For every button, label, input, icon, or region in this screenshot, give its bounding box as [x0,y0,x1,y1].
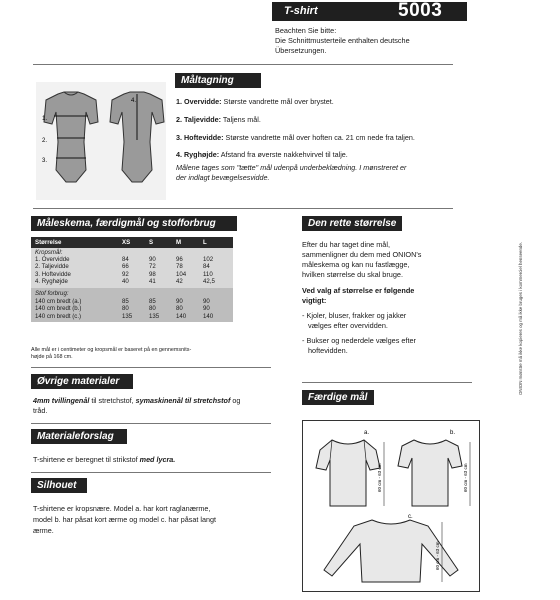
section-heading-materialeforslag: Materialeforslag [31,429,127,444]
copyright-note: ONION mønstre må ikke kopieres og må ikke bruges i kommerciel henseende. [518,242,523,395]
fabric-consumption [31,288,233,322]
table-subheader: Stof forbrug: [35,289,69,297]
garment-label-c: c. [408,514,413,520]
table-cell: 4. Ryghøjde [35,278,68,286]
table-row [31,278,233,286]
measure-text: Taljens mål. [222,114,261,124]
body-measure-figure [36,82,166,200]
column-header: XS [122,239,131,246]
text-line: måleskema og kan nu fastlægge, [302,260,410,269]
table-cell: 80 [149,305,156,313]
table-cell: 98 [149,270,156,278]
pattern-number: 5003 [398,0,443,21]
table-header [31,237,233,248]
footnote-line: højde på 168 cm. [31,354,73,360]
column-header: L [203,239,207,246]
section-heading-maaleskema: Måleskema, færdigmål og stofforbrug [31,216,237,231]
table-row [31,256,233,264]
measure-label: 2. Taljevidde: [176,114,222,124]
section-heading-silhouet: Silhouet [31,478,87,493]
table-cell: 1. Overvidde [35,255,70,263]
figure-label: 1. [42,116,48,122]
text-line: vigtigt: [302,296,327,305]
table-cell: 85 [149,297,156,305]
table-cell: 3. Hoftevidde [35,270,71,278]
table-cell: 135 [149,312,160,320]
measure-item [176,97,481,107]
divider [31,423,271,424]
size-advice-text [302,240,472,356]
table-cell: 84 [122,255,129,263]
figure-label: 4. [131,98,137,104]
table-cell: 85 [122,297,129,305]
section-heading-oevrige: Øvrige materialer [31,374,133,389]
divider [33,208,453,209]
measure-item [176,133,481,143]
table-cell: 84 [203,263,210,271]
other-materials-text [33,396,273,416]
table-cell: 140 cm bredt (a.) [35,297,82,305]
note-line: Übersetzungen. [275,46,327,55]
measure-label: 1. Overvidde: [176,97,222,106]
measure-instructions [176,97,481,183]
figure-label: 2. [42,138,48,144]
section-heading-faerdige: Færdige mål [302,390,374,405]
text-span: med lycra. [139,455,176,464]
text-span: til stretchstof, [89,396,136,405]
german-note [275,26,475,56]
column-header: S [149,239,154,246]
measure-item [176,150,481,160]
bullet-line: - Kjoler, bluser, frakker og jakker [302,311,407,320]
size-table [31,237,233,322]
table-cell: 92 [122,270,129,278]
divider [31,367,271,368]
table-row [31,263,233,271]
table-row [31,298,233,306]
table-cell: 66 [122,263,129,271]
text-span: symaskinenål til stretchstof [135,396,231,405]
material-suggestion-text [33,455,273,465]
bullet-line: hoftevidden. [308,346,348,355]
table-cell: 102 [203,255,214,263]
table-cell: 72 [149,263,156,271]
table-cell: 40 [122,278,129,286]
text-line: model b. har påsat kort ærme og model c. har påsat langt [33,515,216,524]
text-line: Efter du har taget dine mål, [302,240,391,249]
table-cell: 104 [176,270,187,278]
table-subheader: Kropsmål: [35,249,63,256]
figure-label: 3. [42,158,48,164]
divider [31,472,271,473]
silhouette-text [33,503,278,536]
divider [33,64,453,65]
table-cell: 90 [203,297,210,305]
table-row [31,305,233,313]
text-span: T-shirtene er beregnet til strikstof [33,455,140,464]
table-cell: 80 [122,305,129,313]
footnote-line: Alle mål er i centimeter og kropsmål er baseret på en gennemsnits- [31,347,192,353]
table-cell: 140 cm bredt (b.) [35,305,82,313]
table-cell: 90 [149,255,156,263]
pattern-title: T-shirt [284,5,318,17]
measure-label: 3. Hoftevidde: [176,132,224,142]
bullet-line: vælges efter overvidden. [308,321,388,330]
measure-label: 4. Ryghøjde: [176,150,220,160]
table-cell: 96 [176,255,183,263]
note-line: Die Schnittmusterteile enthalten deutsche [275,36,410,45]
text-line: tråd. [33,405,48,415]
section-heading-den-rette: Den rette størrelse [302,216,402,231]
column-header: M [176,239,182,246]
bullet-line: - Bukser og nederdele vælges efter [302,336,416,345]
dimension-label: 60 cm - 63 cm [463,463,468,492]
table-cell: 2. Taljevidde [35,263,69,271]
dimension-label: 60 cm - 63 cm [435,541,440,570]
table-footnote [31,347,251,361]
dimension-label: 60 cm - 63 cm [377,463,382,492]
measure-text: Største vandrette mål over hoften ca. 21 cm nede fra taljen. [225,132,415,142]
table-cell: 140 cm bredt (c.) [35,312,82,320]
column-header: Størrelse [35,239,62,246]
text-line: Ved valg af størrelse er følgende [302,286,415,295]
table-cell: 90 [203,305,210,313]
note-line: Beachten Sie bitte: [275,26,337,35]
divider [302,382,472,383]
table-cell: 135 [122,312,133,320]
table-cell: 78 [176,263,183,271]
garment-label-b: b. [450,430,456,436]
table-cell: 80 [176,305,183,313]
table-row [31,313,233,321]
text-line: ærme. [33,526,54,535]
table-cell: 140 [176,312,187,320]
table-cell: 42,5 [203,278,215,286]
finished-garments-figure [302,420,480,592]
table-cell: 42 [176,278,183,286]
text-line: sammenligner du dem med ONION's [302,250,422,259]
measure-note: der indlagt bevægelsesvidde. [176,172,270,182]
measure-note: Målene tages som "tætte" mål udenpå underbeklædning. I mønstreret er [176,163,407,173]
text-span: 4mm tvillingenål [33,396,90,405]
measure-text: Største vandrette mål over brystet. [223,97,334,106]
table-cell: 140 [203,312,214,320]
text-span: og [230,396,241,405]
measure-item [176,115,481,125]
text-line: hvilken størrelse du skal bruge. [302,270,403,279]
table-row [31,271,233,279]
measure-text: Afstand fra øverste nakkehvirvel til talje. [220,150,348,160]
text-line: T-shirtene er kropsnære. Model a. har kort raglanærme, [33,504,211,513]
section-heading-maaltagning: Måltagning [175,73,261,88]
table-cell: 110 [203,270,213,278]
garment-label-a: a. [364,430,370,436]
table-cell: 41 [149,278,156,286]
table-cell: 90 [176,297,183,305]
